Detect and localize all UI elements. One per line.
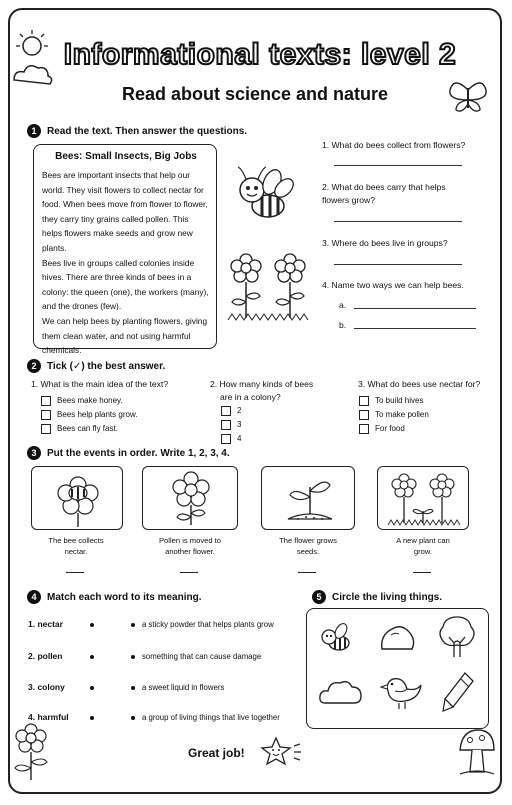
page-subtitle: Read about science and nature xyxy=(121,84,389,104)
order-blank[interactable] xyxy=(180,572,198,573)
question-3: 3. Where do bees live in groups? xyxy=(322,238,448,248)
mc-option[interactable]: Bees can fly fast. xyxy=(41,422,118,436)
mc-question-2: 2. How many kinds of bees xyxy=(210,379,314,389)
match-word: 1. nectar xyxy=(28,619,63,629)
answer-line[interactable] xyxy=(334,264,462,265)
sprout-icon xyxy=(284,475,336,525)
question-2: 2. What do bees carry that helps flowers grow? xyxy=(322,182,446,205)
text-paragraph: Bees live in groups called colonies inside hives. There are three kinds of bees in a colony: the queen (one), the workers (many), and the drones (few). xyxy=(42,257,209,312)
mc-option[interactable]: Bees make honey. xyxy=(41,394,123,408)
mc-option[interactable]: Bees help plants grow. xyxy=(41,408,138,422)
match-meaning: a sweet liquid in flowers xyxy=(142,683,225,692)
section-5-heading: 5 Circle the living things. xyxy=(312,590,442,604)
answer-line[interactable] xyxy=(354,308,476,309)
great-job-text: Great job! xyxy=(188,746,245,760)
cloud-icon[interactable] xyxy=(319,677,363,707)
section-4-heading: 4 Match each word to its meaning. xyxy=(27,590,201,604)
tree-icon[interactable] xyxy=(437,615,477,659)
section-2-heading: 2 Tick (✓) the best answer. xyxy=(27,359,165,373)
section-3-heading: 3 Put the events in order. Write 1, 2, 3, 4. xyxy=(27,446,230,460)
order-blank[interactable] xyxy=(298,572,316,573)
bee-illustration xyxy=(228,160,298,230)
section-number: 1 xyxy=(27,124,41,138)
mc-option[interactable]: For food xyxy=(359,422,405,436)
match-dot[interactable] xyxy=(131,623,135,627)
checkbox[interactable] xyxy=(221,420,231,430)
checkbox[interactable] xyxy=(41,424,51,434)
text-paragraph: Bees are important insects that help our world. They visit flowers to collect nectar for food. When bees move from flower to flower, they carry tiny grains called pollen. This helps flowers make seeds and grow new plants. xyxy=(42,170,208,253)
order-blank[interactable] xyxy=(66,572,84,573)
mc-option[interactable]: 3 xyxy=(221,418,241,432)
star-icon xyxy=(262,736,302,770)
flowers-illustration xyxy=(226,252,316,324)
match-dot[interactable] xyxy=(131,686,135,690)
bird-icon[interactable] xyxy=(379,669,423,713)
living-things-box xyxy=(306,608,489,729)
question-4: 4. Name two ways we can help bees. xyxy=(322,280,464,290)
checkbox[interactable] xyxy=(221,434,231,444)
answer-label-a: a. xyxy=(339,300,347,310)
bee-icon[interactable] xyxy=(319,621,353,655)
event-card-new-plant xyxy=(377,466,469,530)
match-word: 3. colony xyxy=(28,682,65,692)
answer-line[interactable] xyxy=(334,165,462,166)
mc-option[interactable]: To make pollen xyxy=(359,408,429,422)
event-card-bee xyxy=(31,466,123,530)
section-1-heading: 1 Read the text. Then answer the questions. xyxy=(27,124,247,138)
mc-option[interactable]: 4 xyxy=(221,432,241,446)
match-meaning: a sticky powder that helps plants grow xyxy=(142,620,274,629)
mushroom-icon xyxy=(456,728,496,778)
match-dot[interactable] xyxy=(90,686,94,690)
checkbox[interactable] xyxy=(41,410,51,420)
match-word: 4. harmful xyxy=(28,712,69,722)
event-caption: The flower grows seeds. xyxy=(279,536,337,556)
flower-icon xyxy=(13,722,53,782)
checkbox[interactable] xyxy=(221,406,231,416)
checkbox[interactable] xyxy=(359,410,369,420)
mc-option[interactable]: To build hives xyxy=(359,394,423,408)
match-dot[interactable] xyxy=(131,716,135,720)
match-meaning: a group of living things that live together xyxy=(142,713,280,722)
match-meaning: something that can cause damage xyxy=(142,652,262,661)
match-dot[interactable] xyxy=(90,623,94,627)
mc-option[interactable]: 2 xyxy=(221,404,241,418)
answer-line[interactable] xyxy=(334,221,462,222)
bee-on-flower-icon xyxy=(52,471,104,527)
match-dot[interactable] xyxy=(131,655,135,659)
event-caption: Pollen is moved to another flower. xyxy=(158,536,222,556)
pencil-icon[interactable] xyxy=(441,671,475,715)
text-title: Bees: Small Insects, Big Jobs xyxy=(55,151,197,162)
order-blank[interactable] xyxy=(413,572,431,573)
event-card-pollen xyxy=(142,466,238,530)
mc-question-3: 3. What do bees use nectar for? xyxy=(358,379,481,389)
reading-text-box xyxy=(33,144,217,356)
garden-icon xyxy=(386,471,462,527)
page-title: Informational texts: level 2 xyxy=(63,38,457,71)
event-card-seeds xyxy=(261,466,355,530)
text-paragraph: We can help bees by planting flowers, giving them clean water, and not using harmful chemicals. xyxy=(42,315,208,356)
match-word: 2. pollen xyxy=(28,651,63,661)
mc-question-1: 1. What is the main idea of the text? xyxy=(31,379,169,389)
match-dot[interactable] xyxy=(90,655,94,659)
question-1: 1. What do bees collect from flowers? xyxy=(322,140,466,150)
event-caption: A new plant can grow. xyxy=(396,536,450,556)
event-caption: The bee collects nectar. xyxy=(48,536,104,556)
answer-label-b: b. xyxy=(339,320,347,330)
checkbox[interactable] xyxy=(359,396,369,406)
rock-icon[interactable] xyxy=(379,623,415,653)
checkbox[interactable] xyxy=(359,424,369,434)
flower-icon xyxy=(171,471,211,527)
match-dot[interactable] xyxy=(90,716,94,720)
butterfly-icon xyxy=(446,82,490,116)
answer-line[interactable] xyxy=(354,328,476,329)
sun-icon xyxy=(10,28,56,88)
checkbox[interactable] xyxy=(41,396,51,406)
